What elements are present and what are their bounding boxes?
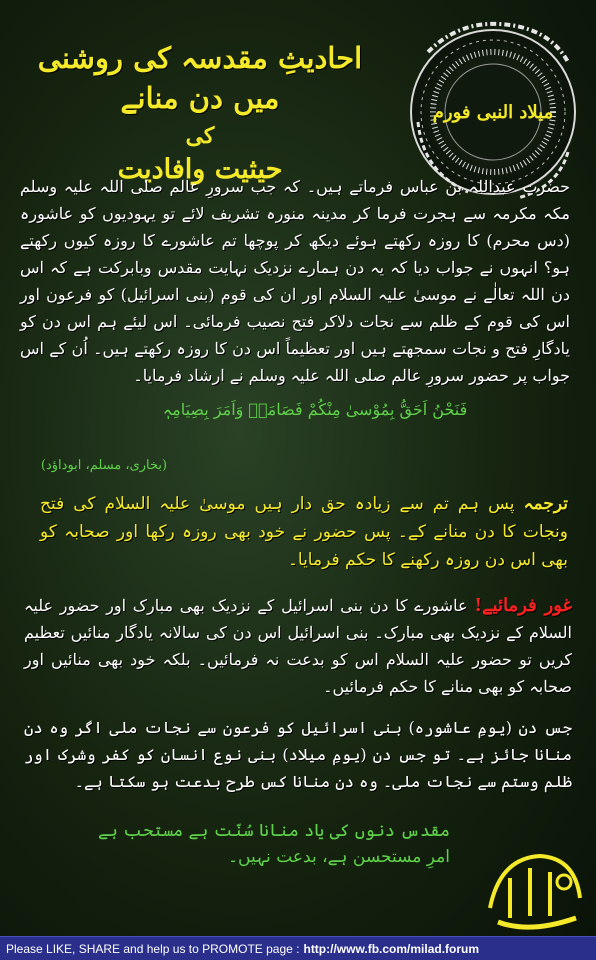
hadith-arabic-text: فَنَحْنُ اَحَقُّ بِمُوْسیٰ مِنْکُمْ فَصَامَہٗ وَاَمَرَ بِصِیَامِہٖ — [162, 400, 468, 419]
translation-text: پس ہم تم سے زیادہ حق دار ہیں موسیٰ علیہ السلام کی فتح ونجات کا دن منانے کے۔ پس حضور نے خود بھی روزہ رکھا اور صحابہ کو بھی اس دن روزہ رکھنے کا حکم فرمایا۔ — [40, 494, 568, 570]
closing-statement — [90, 818, 450, 870]
translation-label: ترجمہ — [523, 494, 568, 514]
title-line-1: احادیثِ مقدسہ کی روشنی میں دن منانے — [37, 41, 363, 115]
footer-promo-bar — [0, 936, 596, 960]
ponder-text: عاشورے کا دن بنی اسرائیل کے نزدیک بھی مبارک اور حضور علیہ السلام کے نزدیک بھی مبارک۔ بنی اسرائیل اس دن کی سالانہ یادگار منائیں تعظیم کریں تو حضور علیہ السلام اس کو بدعت نہ فرمائیں۔ بلکہ خود بھی منائیں اور صحابہ کو بھی منانے کا حکم فرمائیں۔ — [24, 596, 572, 696]
milad-forum-logo-icon — [480, 838, 588, 944]
ponder-paragraph — [24, 592, 572, 700]
footer-content — [6, 942, 479, 956]
ponder-label: غور فرمائیے! — [474, 595, 572, 616]
conclusion-paragraph: جس دن (یومِ عاشورہ) بنی اسرائیل کو فرعون سے نجات ملی اگر وہ دن منانا جائز ہے۔ تو جس دن (یومِ میلاد) بنی نوع انسان کو کفر وشرک اور ظلم وستم سے نجات ملی۔ وہ دن منانا کس طرح بدعت ہو سکتا ہے۔ — [24, 718, 572, 791]
closing-line-2: امرِ مستحسن ہے، بدعت نہیں۔ — [228, 847, 450, 867]
emblem-text: میلاد النبی فورم — [432, 102, 554, 123]
footer-url-link[interactable]: http://www.fb.com/milad.forum — [303, 941, 480, 956]
poster-title — [14, 38, 386, 188]
title-line-2: کی — [185, 123, 215, 149]
hadith-reference: (بخاری، مسلم، ابوداؤد) — [40, 458, 168, 473]
closing-line-1: مقدس دنوں کی یاد منانا سُنّت ہے مستحب ہے — [97, 821, 450, 841]
hadith-narration: حضرت عبداللہ بن عباس فرماتے ہیں۔ کہ جب سرورِ عالم صلی اللہ علیہ وسلم مکہ مکرمہ سے ہجرت فرما کر مدینہ منورہ تشریف لائے تو یہودیوں کو عاشورہ (دس محرم) کا روزہ رکھتے ہوئے دیکھ کر پوچھا تم عاشورے کا روزہ کیوں رکھتے ہو؟ انہوں نے جواب دیا کہ یہ دن ہمارے نزدیک نہایت مقدس وبابرکت ہے کہ اس دن اللہ تعالٰے نے موسیٰ علیہ السلام اور ان کی قوم (بنی اسرائیل) کو فرعون اور اس کی قوم کے ظلم سے نجات دلاکر فتح نصیب فرمائی۔ اس لیئے ہم اس دن کو یادگارِ فتح و نجات سمجھتے ہیں اور تعظیماً اس دن کا روزہ رکھتے ہیں۔ اُن کے اس جواب پر حضور سرورِ عالم صلی اللہ علیہ وسلم نے ارشاد فرمایا۔ — [20, 177, 570, 385]
translation-paragraph — [40, 490, 568, 574]
title-line-3: حیثیت وافادیت — [117, 154, 283, 185]
footer-message: Please LIKE, SHARE and help us to PROMOTE page : — [6, 941, 300, 956]
